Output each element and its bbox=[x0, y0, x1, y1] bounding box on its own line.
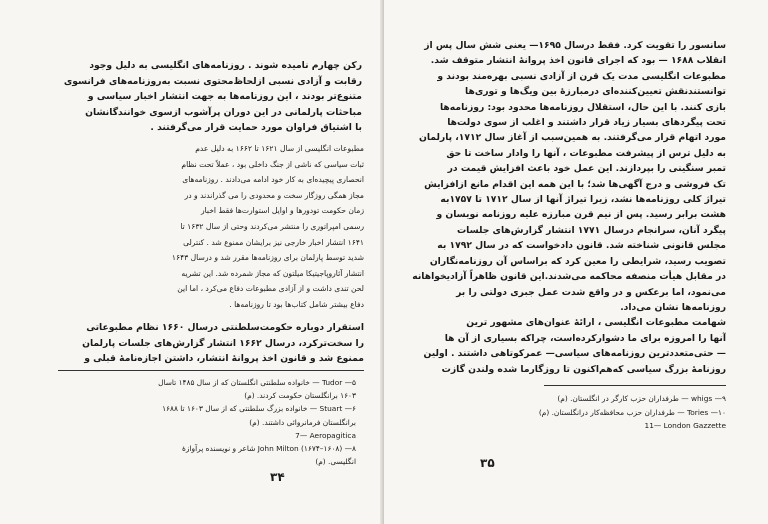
text-line: مورد اتهام قرار می‌گرفتند. به همین‌سبب از آغاز سال ۱۷۱۲، پارلمان bbox=[419, 132, 726, 144]
text-line: تحت پیگردهای بسیار زیاد قرار داشتند و اغلب از سوی دولت‌ها bbox=[447, 117, 726, 129]
right-page bbox=[384, 0, 768, 524]
text-line: مجلس قانونی شناخته شد. قانون دادخواست که در سال ۱۷۹۲ به bbox=[437, 240, 726, 252]
text-line: مجاز همگی روزگار سخت و محدودی را می گذراندند و در bbox=[184, 190, 364, 200]
footnote-line: ۶— Stuart — خانواده بزرگ سلطنتی که از سال ۱۶۰۳ تا ۱۶۸۸ bbox=[162, 404, 356, 414]
text-line: شهامت مطبوعات انگلیسی ، ارائهٔ عنوان‌های مشهور ترین bbox=[466, 317, 726, 329]
text-line: توانستندنقش تعیین‌کننده‌ای درمبارزهٔ بین ویگ‌ها و توری‌ها bbox=[465, 86, 726, 98]
text-line: روزنامهٔ بزرگ سیاسی که‌هم‌اکنون تا روزگارما شده ولندن گازت bbox=[441, 363, 726, 375]
footnote-divider bbox=[58, 370, 364, 371]
footnote-line: انگلیسی. (م) bbox=[315, 457, 356, 467]
text-line: شدید توسط پارلمان برای روزنامه‌ها مقرر شد و درسال ۱۶۴۳ bbox=[171, 253, 364, 263]
text-line: به دلیل ترس از پیشرفت مطبوعات ، آنها را وادار ساخت تا حق bbox=[446, 147, 726, 159]
footnote-line: ۸— John Milton (۱۶۷۴–۱۶۰۸) شاعر و نویسنده پرآوازهٔ bbox=[182, 444, 356, 454]
text-line: با اشتیاق فراوان مورد حمایت قرار می‌گرفتند . bbox=[150, 122, 362, 133]
text-line: می‌نمود، اما برعکس و در واقع شدت عمل جبری دولتی را بر bbox=[456, 286, 726, 298]
left-bold-paragraph bbox=[52, 320, 364, 367]
text-line: ممنوع شد و قانون اخذ پروانهٔ انتشار، داشتن اجازه‌نامهٔ قبلی و bbox=[84, 353, 364, 364]
text-line: لحن تندی داشت و از آزادی مطبوعات دفاع می‌کرد ، اما این bbox=[177, 284, 364, 294]
text-line: استقرار دوباره حکومت‌سلطنتی درسال ۱۶۶۰ نظام مطبوعاتی bbox=[86, 322, 364, 333]
right-body-paragraphs bbox=[404, 38, 726, 377]
text-line: — حتی‌متعددترین روزنامه‌های سیاسی— عمرکوتاهی داشتند . اولین bbox=[423, 348, 726, 360]
page-number: ۳۴ bbox=[270, 470, 285, 484]
text-line: رقابت و آزادی نسبی ازلحاظ‌محتوی نسبت به‌روزنامه‌های فرانسوی bbox=[63, 75, 362, 87]
page-number: ۳۵ bbox=[480, 456, 495, 470]
footnote-line: ۱۶۰۳ برانگلستان حکومت کردند. (م) bbox=[244, 391, 356, 401]
text-line: دفاع بیشتر شامل کتاب‌ها بود تا روزنامه‌ها . bbox=[229, 299, 364, 309]
left-footnotes bbox=[56, 376, 356, 468]
text-line: انقلاب ۱۶۸۸ — بود که اجرای قانون اخذ پروانهٔ انتشار متوقف شد. bbox=[430, 55, 726, 67]
right-footnotes bbox=[444, 392, 726, 433]
text-line: زمان حکومت تودورها و اوایل استوارت‌ها فقط اخبار bbox=[200, 206, 364, 216]
text-line: متنوع‌تر بودند ، این روزنامه‌ها به جهت انتشار اخبار سیاسی و bbox=[87, 91, 362, 102]
text-line: روزنامه‌ها نشان می‌داد. bbox=[620, 301, 726, 313]
footnote-divider bbox=[544, 385, 726, 386]
left-intro-paragraph bbox=[56, 58, 362, 136]
text-line: تصویب رسید، شرایطی را معین کرد که براساس آن روزنامه‌نگاران bbox=[429, 255, 726, 267]
text-line: ثبات سیاسی که ناشی از جنگ داخلی بود ، عملاً تحت نظام bbox=[181, 159, 364, 169]
text-line: پیگرد آنان، سرانجام درسال ۱۷۷۱ انتشار گزارش‌های جلسات bbox=[456, 224, 726, 236]
footnote-line: ۹— whigs — طرفداران حزب کارگر در انگلستان. (م) bbox=[557, 394, 726, 403]
text-line: مطبوعات انگلیسی از سال ۱۶۲۱ تا ۱۶۶۲ به دلیل عدم bbox=[195, 144, 364, 153]
text-line: تمبر سنگینی را بپردازند. این عمل خود باعث افزایش قیمت در bbox=[447, 163, 726, 175]
text-line: سانسور را تقویت کرد. فقط درسال ۱۶۹۵— یعنی شش سال پس از bbox=[424, 40, 726, 51]
footnote-line: 11— London Gazzette bbox=[644, 421, 726, 431]
text-line: انحصاری پیچیده‌ای به کار خود ادامه می‌دادند . روزنامه‌های bbox=[182, 175, 364, 185]
footnote-line: 7— Aeropagitica bbox=[295, 430, 356, 440]
text-line: در مقابل هیأت منصفه محاکمه می‌شدند.این قانون ظاهراً آزادیخواهانه bbox=[412, 271, 726, 283]
text-line: را سخت‌ترکرد، درسال ۱۶۶۲ انتشار گزارش‌های جلسات پارلمان bbox=[82, 337, 364, 349]
text-line: رکن چهارم نامیده شوند . روزنامه‌های انگلیسی به دلیل وجود bbox=[89, 60, 362, 71]
text-line: رسمی امپراتوری را منتشر می‌کردند وحتی از سال ۱۶۳۲ تا bbox=[180, 221, 364, 231]
text-line: انتشار آثاروپاجیتیکا میلتون که مجاز شمرده شد. این تشریه bbox=[181, 268, 364, 278]
footnote-line: ۱۰— Tories — طرفداران حزب محافظه‌کار درانگلستان. (م) bbox=[538, 407, 726, 417]
text-line: ۱۶۴۱ انتشار اخبار خارجی نیز برایشان ممنوع شد . کنترلی bbox=[183, 237, 364, 247]
text-line: مباحثات پارلمانی در این دوران پرآشوب ازسوی خوانندگانشان bbox=[85, 106, 362, 118]
text-line: آنها را امروزه برای ما دشوارکرده‌است، چراکه بسیاری از آن ها bbox=[444, 332, 726, 344]
text-line: بازی کنند. با این حال، استقلال روزنامه‌ها محدود بود: روزنامه‌ها bbox=[439, 101, 726, 113]
footnote-line: ۵— Tudor — خانواده سلطنتی انگلستان که از سال ۱۴۸۵ تاسال bbox=[158, 378, 356, 387]
text-line: تیراژ کلی روزنامه‌ها نشد، زیرا تیراژ آنها از سال ۱۷۱۲ تا ۱۷۵۷به bbox=[440, 194, 726, 206]
text-line: تک فروشی و درج آگهی‌ها شد؛ با این همه این اقدام مانع ازافزایش bbox=[424, 178, 726, 190]
text-line: مطبوعات انگلیسی مدت یک قرن از آزادی نسبی بهره‌مند بودند و bbox=[437, 70, 726, 82]
text-line: هشت برابر رسید. پس از نیم قرن مبارزه علیه روزنامه نویسان و bbox=[436, 209, 726, 221]
left-quote-paragraph bbox=[74, 141, 364, 313]
footnote-line: برانگلستان فرمانروائی داشتند. (م) bbox=[249, 417, 356, 427]
